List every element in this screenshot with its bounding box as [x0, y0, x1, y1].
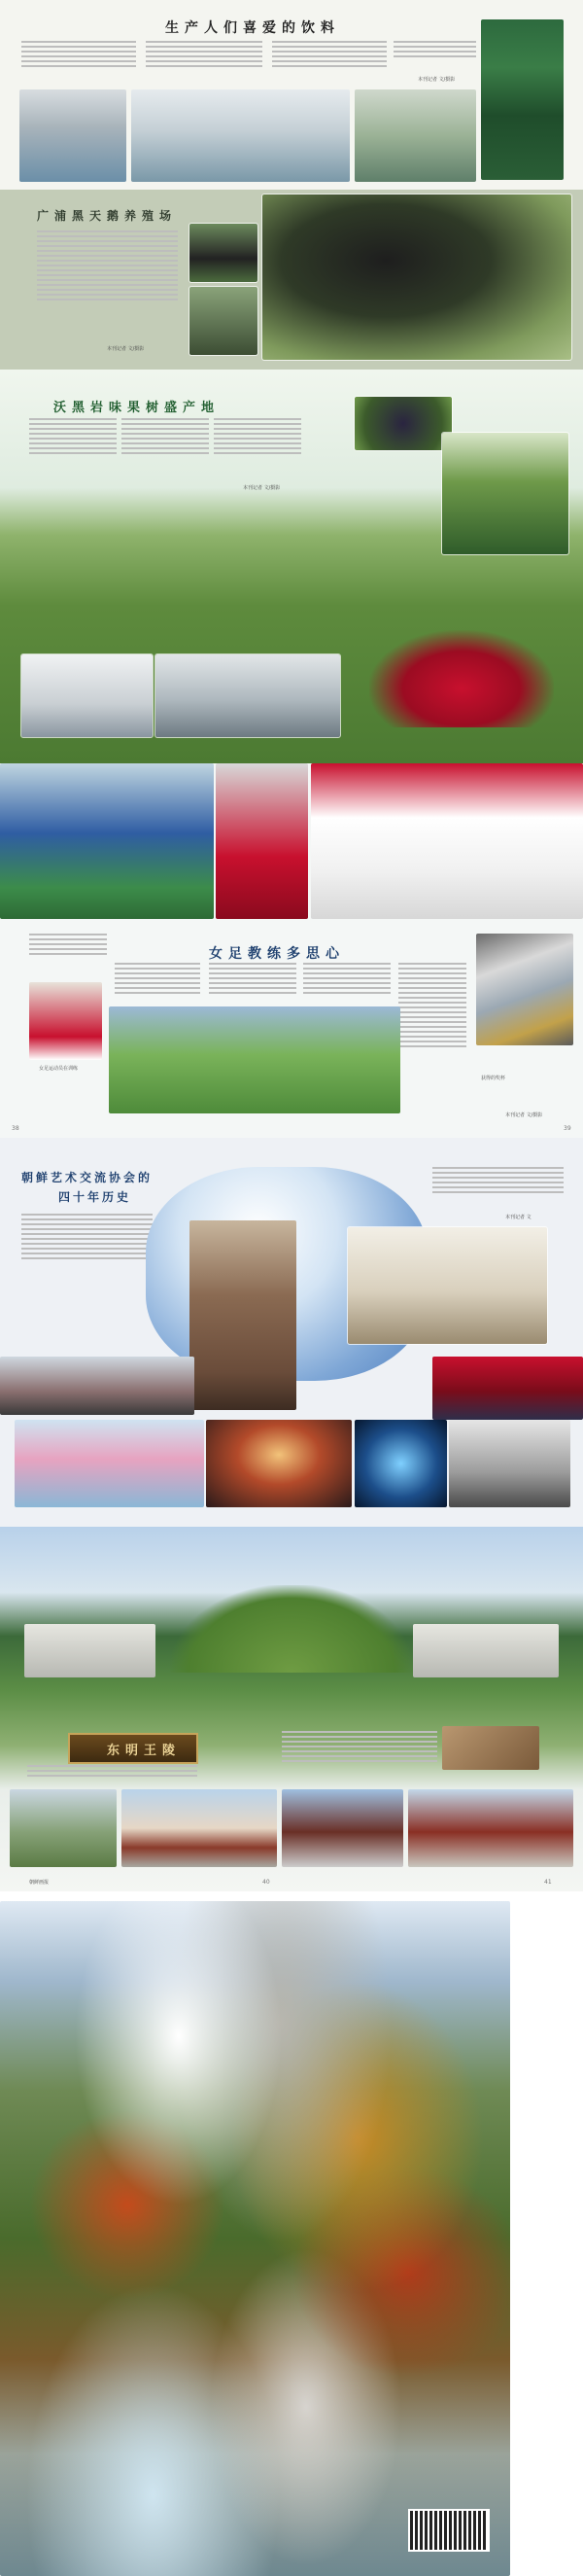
- text-column: [209, 963, 296, 997]
- swan-flock-photo: [262, 194, 571, 360]
- coach-portrait: [29, 982, 102, 1060]
- byline: 本刊记者 文: [505, 1215, 532, 1220]
- text-column: [282, 1731, 437, 1765]
- byline: 本刊记者 文/摄影: [418, 77, 456, 83]
- byline: 本刊记者 文/摄影: [243, 485, 281, 491]
- bottle-photo: [481, 19, 564, 180]
- training-photo: [109, 1006, 400, 1113]
- text-column: [398, 963, 466, 1050]
- text-column: [432, 1167, 564, 1196]
- title-line-2: 四十年历史: [58, 1190, 132, 1204]
- match-photo: [0, 763, 214, 919]
- tomb-title: 东明王陵: [107, 1744, 182, 1758]
- section-orchard: [0, 370, 583, 763]
- factory-photo: [355, 89, 476, 182]
- section-mountain-landscape: [0, 1891, 583, 2576]
- delegation-photo: [0, 1357, 194, 1415]
- title-badge: [68, 1733, 198, 1764]
- tower-photo: [189, 1220, 296, 1410]
- products-photo: [369, 630, 554, 727]
- performance-photo: [432, 1357, 583, 1420]
- text-column: [272, 41, 387, 70]
- caption-left: 女足运动员在训练: [39, 1066, 79, 1072]
- text-column: [37, 230, 178, 303]
- text-column: [29, 934, 107, 958]
- picker-photo: [442, 433, 568, 554]
- text-column: [214, 418, 301, 457]
- section-football: [0, 763, 583, 1138]
- page-number: 40: [262, 1879, 270, 1886]
- text-column: [21, 1214, 153, 1262]
- trophy-photo: [476, 934, 573, 1045]
- text-column: [303, 963, 391, 997]
- section-title: 沃黑岩味果树盛产地: [53, 401, 221, 415]
- mountain-photo: [0, 1901, 510, 2576]
- qr-code[interactable]: [408, 2509, 490, 2552]
- stone-statues-left: [24, 1624, 155, 1677]
- text-column: [146, 41, 262, 70]
- section-tomb: [0, 1527, 583, 1891]
- factory-photo: [19, 89, 126, 182]
- stage-photo: [355, 1420, 447, 1507]
- page-number: 39: [564, 1125, 571, 1132]
- theater-photo: [206, 1420, 352, 1507]
- swan-photo: [189, 287, 257, 355]
- temple-photo: [121, 1789, 277, 1867]
- footer-text: 朝鲜画报: [29, 1880, 50, 1886]
- text-column: [27, 1765, 197, 1780]
- pavilion-photo: [282, 1789, 403, 1867]
- stone-marker-photo: [10, 1789, 117, 1867]
- section-title: 广浦黑天鹅养殖场: [37, 209, 178, 223]
- trophy-celebration-photo: [216, 763, 308, 919]
- press-photo: [449, 1420, 570, 1507]
- text-column: [21, 41, 136, 70]
- byline: 本刊记者 文/摄影: [505, 1112, 543, 1118]
- text-column: [115, 963, 200, 997]
- text-column: [29, 418, 117, 457]
- byline: 本刊记者 文/摄影: [107, 346, 145, 352]
- tanks-photo: [155, 654, 340, 737]
- section-arts-association: [0, 1138, 583, 1527]
- text-column: [394, 41, 476, 60]
- factory-photo: [131, 89, 350, 182]
- stone-statues-right: [413, 1624, 559, 1677]
- section-title: 生产人们喜爱的饮料: [165, 20, 340, 36]
- lab-photo: [21, 654, 153, 737]
- hall-photo: [408, 1789, 573, 1867]
- caption-right: 获得的奖杯: [481, 1076, 506, 1081]
- tomb-interior-photo: [442, 1726, 539, 1770]
- burial-mound: [170, 1585, 413, 1673]
- section-beverage: [0, 0, 583, 190]
- section-black-swan: [0, 190, 583, 370]
- team-photo: [311, 763, 583, 919]
- dancers-photo: [15, 1420, 204, 1507]
- page-number: 41: [544, 1879, 552, 1886]
- swan-photo: [189, 224, 257, 282]
- meeting-photo: [348, 1227, 547, 1344]
- page-number: 38: [12, 1125, 19, 1132]
- berries-photo: [355, 397, 452, 450]
- title-line-1: 朝鲜艺术交流协会的: [21, 1171, 154, 1184]
- section-title: 女足教练多思心: [209, 946, 345, 962]
- text-column: [121, 418, 209, 457]
